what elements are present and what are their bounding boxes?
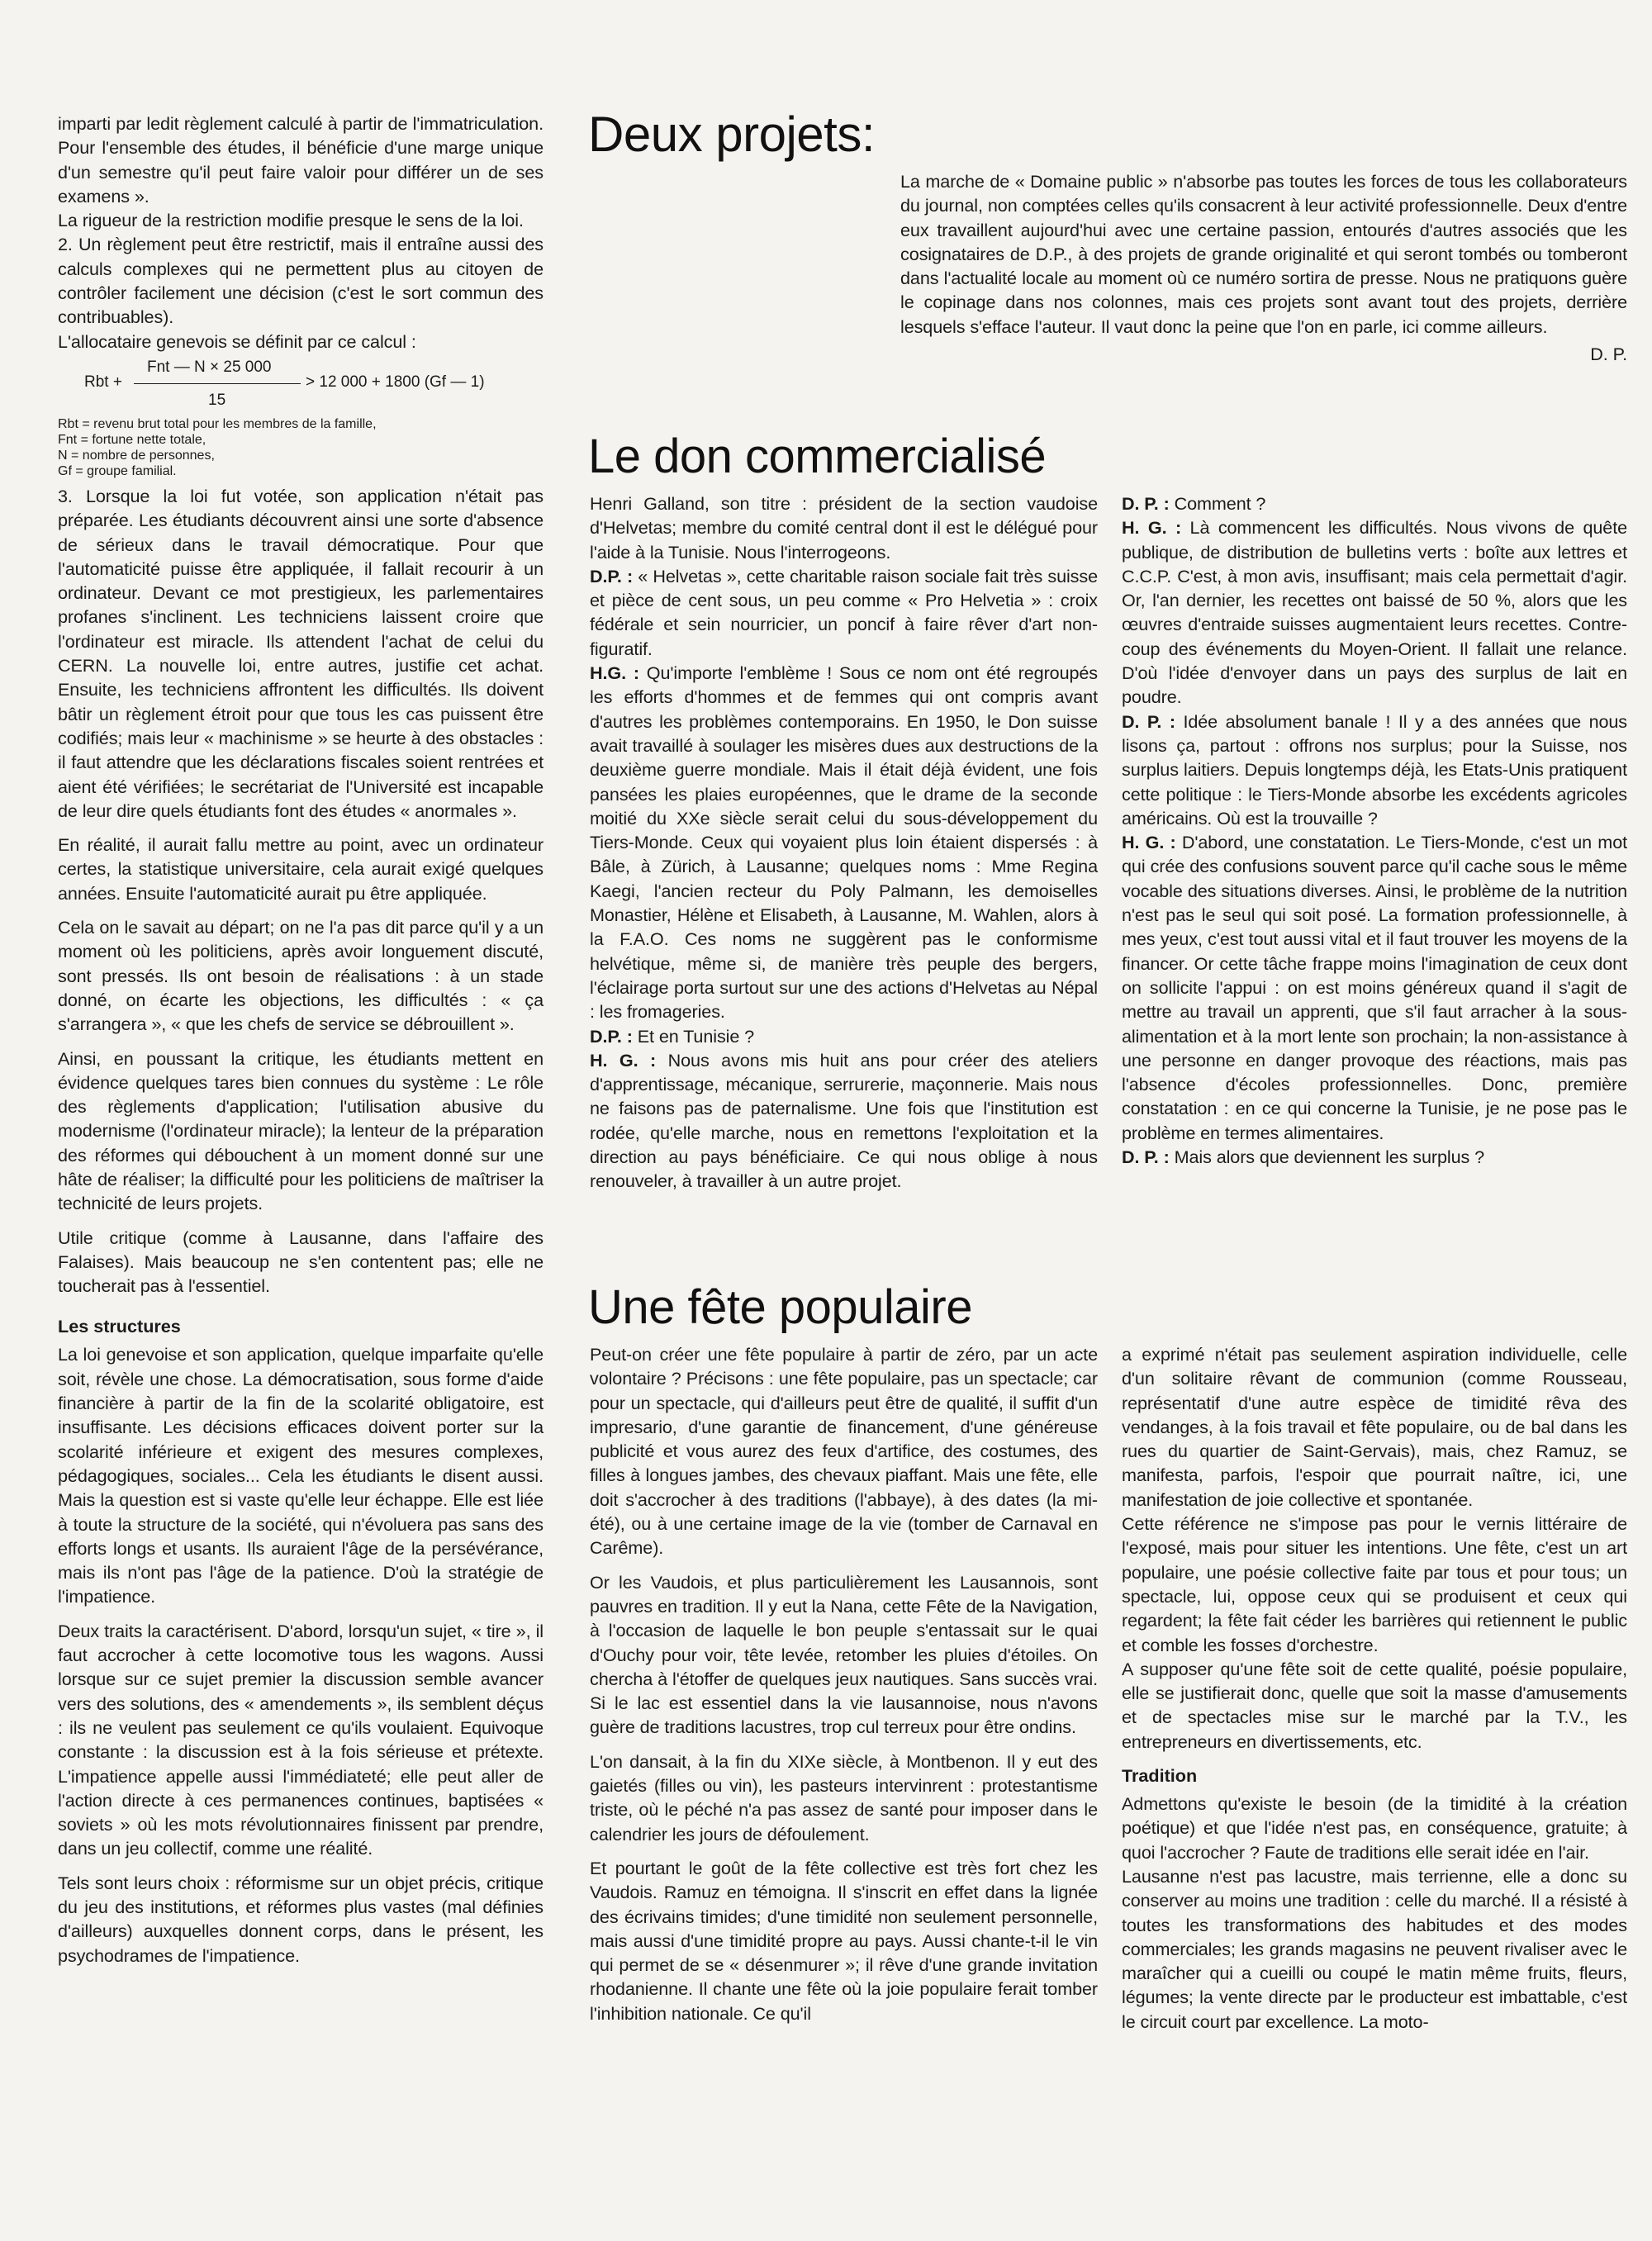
speaker-label: H.G. : bbox=[590, 662, 639, 684]
interview-text: Idée absolument banale ! Il y a des années que nous lisons ça, partout : offrons nos surplus; pour la Suisse, nos surplus laitiers. Depuis longtemps déjà, les Etats-Unis pratiquent cette politique : le Tiers-Monde absorbe les excédents agricoles américains. Où est la trouvaille ? bbox=[1122, 710, 1628, 829]
paragraph: L'on dansait, à la fin du XIXe siècle, à Montbenon. Il y eut des gaietés (filles ou vin), les pasteurs intervinrent : protestantisme triste, où le péché n'a pas assez de santé pour imposer dans le calendrier les jours de défoulement. bbox=[590, 1750, 1098, 1845]
subheading-structures: Les structures bbox=[58, 1316, 181, 1337]
paragraph: En réalité, il aurait fallu mettre au point, avec un ordinateur certes, la statistique universitaire, cela aurait exigé quelques années. Ensuite l'automaticité aurait pu être appliquée. bbox=[58, 834, 544, 904]
paragraph: imparti par ledit règlement calculé à partir de l'immatriculation. Pour l'ensemble des études, il bénéficie d'une marge unique d'un semestre qu'il peut faire valoir pour différer un de ses examens ». bbox=[58, 113, 544, 207]
interview-paragraph bbox=[590, 491, 1098, 564]
don-column-left bbox=[590, 491, 1098, 1194]
paragraph: La rigueur de la restriction modifie presque le sens de la loi. bbox=[58, 210, 524, 231]
paragraph: Peut-on créer une fête populaire à partir de zéro, par un acte volontaire ? Précisons : une fête populaire, pas un spectacle; car pour un spectacle, qui d'ailleurs peut être de qualité, il suffit d'un impresario, d'une garantie de financement, d'une généreuse publicité et vous aurez des feux d'artifice, des costumes, des filles à longues jambes, des chevaux piaffant. Mais une fête, elle doit s'accrocher à des traditions (l'abbaye), à des dates (la mi-été), ou à une certaine image de la vie (tomber de Carnaval en Carême). bbox=[590, 1344, 1098, 1559]
interview-text: D'abord, une constatation. Le Tiers-Monde, c'est un mot qui crée des confusions souvent parce qu'il cache sous le même vocable des situations diverses. Ainsi, le problème de la nutrition n'est pas le seul qui soit posé. La formation professionnelle, à mes yeux, c'est tout aussi vital et il faut trouver les moyens de la financer. Or cette tâche frappe moins l'imagination de ceux dont on sollicite l'appui : on est moins généreux quand il s'agit de mettre au travail un apprenti, que s'il faut arracher à la sous-alimentation et à la mort lente son prochain; la non-assistance à une personne en danger provoque des réactions, mais pas l'absence d'écoles professionnelles. Donc, première constatation : en ce qui concerne la Tunisie, je ne pose pas le problème en termes alimentaires. bbox=[1122, 832, 1628, 1143]
interview-paragraph bbox=[1122, 491, 1627, 515]
interview-text: Nous avons mis huit ans pour créer des ateliers d'apprentissage, mécanique, serrurerie, maçonnerie. Mais nous ne faisons pas de paternalisme. Une fois que l'institution est rodée, qu'elle marche, nous en remettons l'exploitation et la direction au pays bénéficiaire. Ce qui nous oblige à nous renouveler, à travailler à un autre projet. bbox=[590, 1049, 1098, 1192]
allocation-formula bbox=[58, 357, 544, 408]
heading-fete-populaire: Une fête populaire bbox=[588, 1280, 972, 1334]
interview-paragraph bbox=[590, 661, 1098, 1023]
speaker-label: H. G. : bbox=[1122, 517, 1182, 539]
paragraph: A supposer qu'une fête soit de cette qualité, poésie populaire, elle se justifierait donc, quelle que soit la masse d'amusements et de spectacles mise sur le marché par la T.V., les entrepreneurs en divertissements, etc. bbox=[1122, 1658, 1627, 1752]
paragraph: La loi genevoise et son application, quelque imparfaite qu'elle soit, révèle une chose. La démocratisation, sous forme d'aide financière à partir de la fin de la scolarité obligatoire, est insuffisante. Les décisions efficaces doivent porter sur la scolarité inférieure et exigent des mesures complexes, pédagogiques, sociales... Cela les étudiants le disent aussi. Mais la question est si vaste qu'elle leur échappe. Elle est liée à toute la structure de la société, qui n'évoluera pas sans des efforts longs et usants. Ils auraient l'âge de la persévérance, mais ils n'ont pas l'âge de la patience. D'où la stratégie de l'impatience. bbox=[58, 1344, 544, 1607]
speaker-label: D. P. : bbox=[1122, 493, 1170, 514]
intro-box bbox=[900, 169, 1627, 366]
paragraph: 2. Un règlement peut être restrictif, mais il entraîne aussi des calculs complexes qui ne permettent plus au citoyen de contrôler facilement une décision (c'est le sort commun des contribuables). bbox=[58, 234, 544, 328]
interview-paragraph bbox=[590, 1048, 1098, 1194]
paragraph: Admettons qu'existe le besoin (de la timidité à la création poétique) et que l'idée n'est pas, en conséquence, gratuite; à quoi l'accrocher ? Faute de traditions elle serait idée en l'air. bbox=[1122, 1793, 1627, 1863]
interview-paragraph bbox=[590, 564, 1098, 661]
don-column-right bbox=[1122, 491, 1627, 1169]
interview-paragraph bbox=[590, 1024, 1098, 1048]
formula-right: > 12 000 + 1800 (Gf — 1) bbox=[306, 373, 485, 391]
intro-signature: D. P. bbox=[1590, 344, 1627, 365]
intro-text: La marche de « Domaine public » n'absorbe pas toutes les forces de tous les collaborateurs du journal, non comptées celles qu'ils consacrent à leur activité professionnelle. Deux d'entre eux travaillent aujourd'hui avec une certaine passion, entourés d'autres associés que les cosignataires de D.P., à des projets de grande originalité et qui seront tombés ou tomberont dans l'actualité locale au moment où ce numéro sortira de presse. Nous ne pratiquons guère le copinage dans nos colonnes, mais ces projets sont avant tout des projets, derrière lesquels s'efface l'auteur. Il vaut donc la peine que l'on en parle, ici comme ailleurs. bbox=[900, 171, 1627, 337]
formula-denominator: 15 bbox=[208, 391, 226, 409]
interview-text: Là commencent les difficultés. Nous vivons de quête publique, de distribution de bulletins verts : boîte aux lettres et C.C.P. C'est, à mon avis, insuffisant; mais cela permettait d'agir. Or, l'an dernier, les recettes ont baissé de 50 %, alors que les œuvres d'entraide suisses augmentaient leurs recettes. Contre-coup des événements du Moyen-Orient. Il fallait une relance. D'où l'idée d'envoyer dans un pays des surplus de lait en poudre. bbox=[1122, 517, 1627, 708]
interview-text: Et en Tunisie ? bbox=[637, 1025, 755, 1047]
interview-paragraph bbox=[1122, 710, 1627, 830]
speaker-label: H. G. : bbox=[590, 1049, 657, 1071]
speaker-label: D. P. : bbox=[1122, 710, 1175, 732]
speaker-label: D. P. : bbox=[1122, 1147, 1170, 1168]
interview-text: Qu'importe l'emblème ! Sous ce nom ont été regroupés les efforts d'hommes et de femmes qui ont compris avant d'autres les problèmes contemporains. En 1950, le Don suisse avait travaillé à soulager les misères dues aux destructions de la deuxième guerre mondiale. Mais il était déjà évident, une fois pansées les plaies européennes, que le drame de la seconde moitié du XXe siècle serait celui du sous-développement du Tiers-Monde. Ceux qui voyaient plus loin étaient dispersés : à Bâle, à Zürich, à Lausanne; quelques noms : Mme Regina Kaegi, l'ancien recteur du Poly Palmann, les demoiselles Monastier, Hélène et Elisabeth, à Lausanne, M. Wahlen, alors à la F.A.O. Ces noms ne suggèrent pas le conformisme helvétique, même si, de manière très peuple des bergers, l'éclairage porta surtout sur une des actions d'Helvetas au Népal : les fromageries. bbox=[590, 662, 1099, 1023]
paragraph: Or les Vaudois, et plus particulièrement les Lausannois, sont pauvres en tradition. Il y eut la Nana, cette Fête de la Navigation, à l'occasion de laquelle le bon peuple s'entassait sur le quai d'Ouchy pour voir, tête levée, retomber les pluies d'étoiles. On chercha à l'étoffer de quelques jeux nautiques. Sans succès vrai. Si le lac est essentiel dans la vie lausannoise, nous n'avons guère de traditions lacustres, trop cul terreux pour être ondins. bbox=[590, 1571, 1098, 1738]
paragraph: Cela on le savait au départ; on ne l'a pas dit parce qu'il y a un moment où les politiciens, après avoir longuement discuté, sont pressés. Ils ont besoin de réalisations : à un stade donné, on écarte les objections, les difficultés : « ça s'arrangera », « que les chefs de service se débrouillent ». bbox=[58, 917, 544, 1035]
paragraph: Et pourtant le goût de la fête collective est très fort chez les Vaudois. Ramuz en témoigna. Il s'inscrit en effet dans la lignée des écrivains timides; d'une timidité non seulement personnelle, mais aussi d'une timidité propre au pays. Aussi chante-t-il le vin qui permet de se « désenmurer »; il rêve d'une grande invitation rhodanienne. Il chante une fête où la joie populaire ferait tomber l'inhibition nationale. Ce qu'il bbox=[590, 1857, 1098, 2024]
paragraph: Deux traits la caractérisent. D'abord, lorsqu'un sujet, « tire », il faut accrocher à cette locomotive tous les wagons. Aussi lorsque sur ce sujet premier la discussion semble avancer vers des solutions, des « amendements », ils semblent déçus : ils ne veulent pas seulement ce qu'ils voulaient. Equivoque constante : la discussion est à la fois sérieuse et prétexte. L'impatience appelle aussi l'immédiateté; elle peut aller de l'action directe à ces permanences continues, baptisées « soviets » où les mots révolutionnaires finissent par prendre, dans un jeu collectif, comme une réalité. bbox=[58, 1620, 544, 1859]
paragraph: Utile critique (comme à Lausanne, dans l'affaire des Falaises). Mais beaucoup ne s'en contentent pas; elle ne toucherait pas à l'essentiel. bbox=[58, 1227, 544, 1297]
interview-text: Mais alors que deviennent les surplus ? bbox=[1174, 1147, 1485, 1168]
speaker-label: D.P. : bbox=[590, 565, 634, 586]
paragraph: Ainsi, en poussant la critique, les étudiants mettent en évidence quelques tares bien connues du système : Le rôle des règlements d'application; l'utilisation abusive du modernisme (l'ordinateur miracle); la lenteur de la préparation des réformes qui débouchent à un moment donné sur une hâte de réaliser; la difficulté pour les politiciens de maîtriser la technicité de leurs projets. bbox=[58, 1047, 544, 1214]
heading-don-commercialise: Le don commercialisé bbox=[588, 430, 1047, 483]
fraction-bar bbox=[134, 383, 301, 385]
column-left bbox=[58, 112, 544, 1977]
paragraph: 3. Lorsque la loi fut votée, son application n'était pas préparée. Les étudiants découvrent ainsi une sorte d'absence de sérieux dans le travail démocratique. Pour que l'automaticité puisse être appliquée, il fallait recourir à un ordinateur. Devant ce mot prestigieux, les parlementaires profanes s'inclinent. Les techniciens laissent croire que l'ordinateur est miracle. Ils attendent l'achat de celui du CERN. La nouvelle loi, entre autres, justifie cet achat. Ensuite, les techniciens affrontent les difficultés. Ils doivent bâtir un règlement étroit pour que tous les cas puissent être codifiés; mais leur « machinisme » se heurte à des obstacles : il faut attendre que les déclarations fiscales soient rentrées et aient été vérifiées; le secrétariat de l'Université est incapable de leur dire quels étudiants font des études « anormales ». bbox=[58, 485, 544, 821]
paragraph: Cette référence ne s'impose pas pour le vernis littéraire de l'exposé, mais pour situer les intentions. Une fête, c'est un art populaire, une poésie collective faite par tous et pour tous; un spectacle, lui, oppose ceux qui se produisent et ceux qui regardent; la fête fait céder les barrières qui retiennent le public et comble les fosses d'orchestre. bbox=[1122, 1513, 1627, 1655]
interview-paragraph bbox=[1122, 830, 1627, 1145]
interview-paragraph bbox=[1122, 1145, 1627, 1169]
interview-text: Henri Galland, son titre : président de la section vaudoise d'Helvetas; membre du comité central dont il est le délégué pour l'aide à la Tunisie. Nous l'interrogeons. bbox=[590, 493, 1098, 563]
formula-legend: Rbt = revenu brut total pour les membres de la famille, Fnt = fortune nette totale, N = nombre de personnes, Gf = groupe familial. bbox=[58, 416, 377, 478]
paragraph: L'allocataire genevois se définit par ce calcul : bbox=[58, 330, 416, 352]
interview-text: « Helvetas », cette charitable raison sociale fait très suisse et pièce de cent sous, un peu comme « Pro Helvetia » : croix fédérale et sein nourricier, un poncif à faire rêver d'art non-figuratif. bbox=[590, 565, 1098, 659]
heading-deux-projets: Deux projets: bbox=[588, 107, 875, 162]
interview-text: Comment ? bbox=[1174, 493, 1266, 514]
paragraph: Lausanne n'est pas lacustre, mais terrienne, elle a donc su conserver au moins une tradition : celle du marché. Il a résisté à toutes les transformations des habitudes et des modes commerciales; les grands magasins ne peuvent rivaliser avec le maraîcher qui a cueilli ou coupé le matin même fruits, fleurs, légumes; la vente directe par le producteur est imbattable, c'est le circuit court par excellence. La moto- bbox=[1122, 1865, 1627, 2032]
fete-column-left bbox=[590, 1342, 1098, 2035]
paragraph: Tels sont leurs choix : réformisme sur un objet précis, critique du jeu des institutions, et réformes plus vastes (mal définies d'ailleurs) auxquelles donnent corps, dans le présent, les psychodrames de l'impatience. bbox=[58, 1872, 544, 1966]
formula-left: Rbt + bbox=[84, 373, 122, 391]
interview-paragraph bbox=[1122, 515, 1627, 709]
fete-column-right bbox=[1122, 1342, 1627, 2034]
paragraph: a exprimé n'était pas seulement aspiration individuelle, celle d'un solitaire rêvant de communion (comme Rousseau, représentatif d'une autre espèce de timidité rêva des vendanges, à la fois travail et fête populaire, ou de bal dans les rues du quartier de Saint-Gervais), mais, chez Ramuz, se manifesta, parfois, l'espoir que pourrait naître, ici, une manifestation de joie collective et spontanée. bbox=[1122, 1344, 1627, 1510]
speaker-label: H. G. : bbox=[1122, 832, 1176, 853]
speaker-label: D.P. : bbox=[590, 1025, 633, 1047]
subheading-tradition: Tradition bbox=[1122, 1765, 1198, 1787]
formula-numerator: Fnt — N × 25 000 bbox=[147, 358, 272, 376]
